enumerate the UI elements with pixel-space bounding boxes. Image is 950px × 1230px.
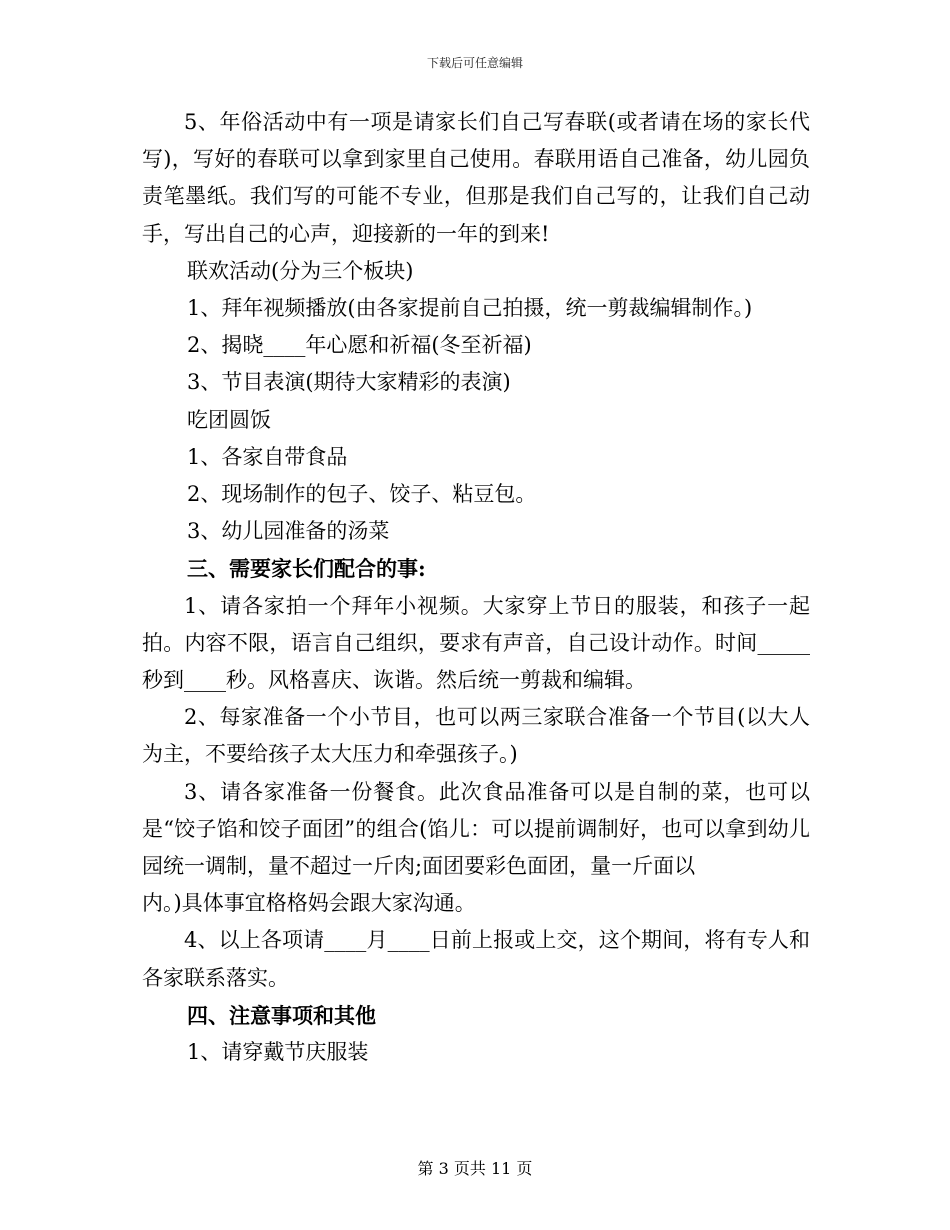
paragraph-spring-couplets: 5、年俗活动中有一项是请家长们自己写春联(或者请在场的家长代写)，写好的春联可以拿到家里自己使用。春联用语自己准备，幼儿园负责笔墨纸。我们写的可能不专业，但那是我们自己写的，让我们自己动手，写出自己的心声，迎接新的一年的到来! — [142, 110, 810, 246]
paragraph-meal: 3、请各家准备一份餐食。此次食品准备可以是自制的菜，也可以是“饺子馅和饺子面团”的组合(馅儿：可以提前调制好，也可以拿到幼儿园统一调制，量不超过一斤肉;面团要彩色面团，量一斤面以 — [142, 779, 810, 879]
section-heading-notes: 四、注意事项和其他 — [187, 1002, 376, 1028]
list-item: 2、现场制作的包子、饺子、粘豆包。 — [187, 482, 537, 507]
page-number: 第 3 页共 11 页 — [417, 1159, 533, 1178]
list-item: 3、幼儿园准备的汤菜 — [187, 519, 390, 544]
list-item: 3、节目表演(期待大家精彩的表演) — [187, 370, 511, 395]
page-header: 下载后可任意编辑 — [426, 56, 523, 70]
list-item: 1、各家自带食品 — [187, 444, 348, 469]
section-reunion-meal: 吃团圆饭 — [187, 407, 271, 432]
list-item: 2、揭晓____年心愿和祈福(冬至祈福) — [187, 333, 532, 358]
paragraph-video: 1、请各家拍一个拜年小视频。大家穿上节日的服装，和孩子一起拍。内容不限，语言自己组织，要求有声音，自己设计动作。时间_____秒到____秒。风格喜庆、诙谐。然后统一剪裁和编辑。 — [142, 593, 810, 693]
section-heading-parent-cooperation: 三、需要家长们配合的事: — [187, 556, 426, 582]
paragraph-deadline: 4、以上各项请____月____日前上报或上交，这个期间，将有专人和各家联系落实。 — [142, 928, 810, 990]
list-item: 1、请穿戴节庆服装 — [187, 1040, 369, 1065]
section-party-activities: 联欢活动(分为三个板块) — [187, 258, 414, 283]
document-body — [142, 104, 810, 1071]
paragraph-program: 2、每家准备一个小节目，也可以两三家联合准备一个节目(以大人为主，不要给孩子太大压力和牵强孩子。) — [142, 705, 810, 767]
list-item: 1、拜年视频播放(由各家提前自己拍摄，统一剪裁编辑制作。) — [187, 296, 753, 321]
paragraph-meal-continued: 内。)具体事宜格格妈会跟大家沟通。 — [142, 891, 476, 916]
